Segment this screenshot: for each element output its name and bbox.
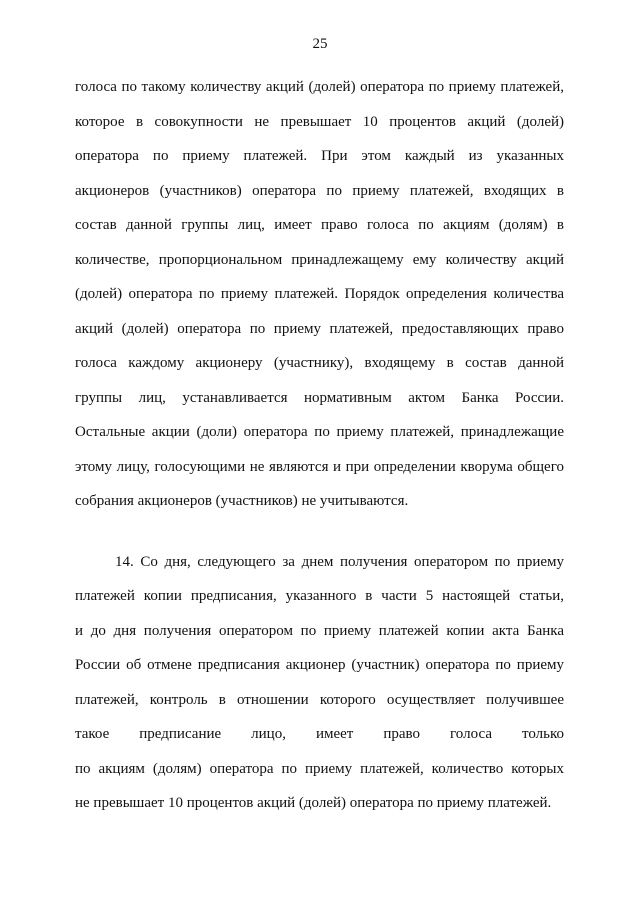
page-number: 25	[312, 36, 328, 52]
text-line: которое в совокупности не превышает 10 процентов акций (долей)	[75, 113, 564, 130]
text-line: количестве, пропорциональном принадлежащему ему количеству акций	[75, 251, 564, 268]
text-line: акций (долей) оператора по приему платежей, предоставляющих право	[75, 320, 564, 337]
text-line: России об отмене предписания акционер (участник) оператора по приему	[75, 657, 564, 673]
paragraph-voting-rights	[75, 70, 564, 519]
text-line: этому лицу, голосующими не являются и при определении кворума общего	[75, 458, 564, 475]
text-line: акционеров (участников) оператора по приему платежей, входящих в	[75, 182, 564, 199]
text-line: по акциям (долям) оператора по приему платежей, количество которых	[75, 760, 564, 777]
document-body	[75, 70, 564, 821]
text-line: такое предписание лицо, имеет право голоса только	[75, 726, 564, 742]
paragraph-spacer	[75, 519, 564, 545]
text-line: платежей, контроль в отношении которого осуществляет получившее	[75, 691, 564, 708]
text-line: собрания акционеров (участников) не учитываются.	[75, 493, 409, 509]
text-line: не превышает 10 процентов акций (долей) оператора по приему платежей.	[75, 795, 552, 811]
text-line: группы лиц, устанавливается нормативным актом Банка России.	[75, 389, 564, 406]
text-line: (долей) оператора по приему платежей. Порядок определения количества	[75, 286, 564, 302]
text-line: платежей копии предписания, указанного в части 5 настоящей статьи,	[75, 588, 564, 604]
text-line: Остальные акции (доли) оператора по приему платежей, принадлежащие	[75, 424, 564, 440]
text-line: и до дня получения оператором по приему платежей копии акта Банка	[75, 622, 564, 639]
paragraph-item-14	[75, 545, 564, 821]
text-line: голоса по такому количеству акций (долей) оператора по приему платежей,	[75, 79, 564, 95]
text-line: оператора по приему платежей. При этом каждый из указанных	[75, 148, 564, 164]
text-line: состав данной группы лиц, имеет право голоса по акциям (долям) в	[75, 217, 564, 233]
text-line: голоса каждому акционеру (участнику), входящему в состав данной	[75, 355, 564, 371]
text-line: 14. Со дня, следующего за днем получения оператором по приему	[115, 553, 564, 570]
